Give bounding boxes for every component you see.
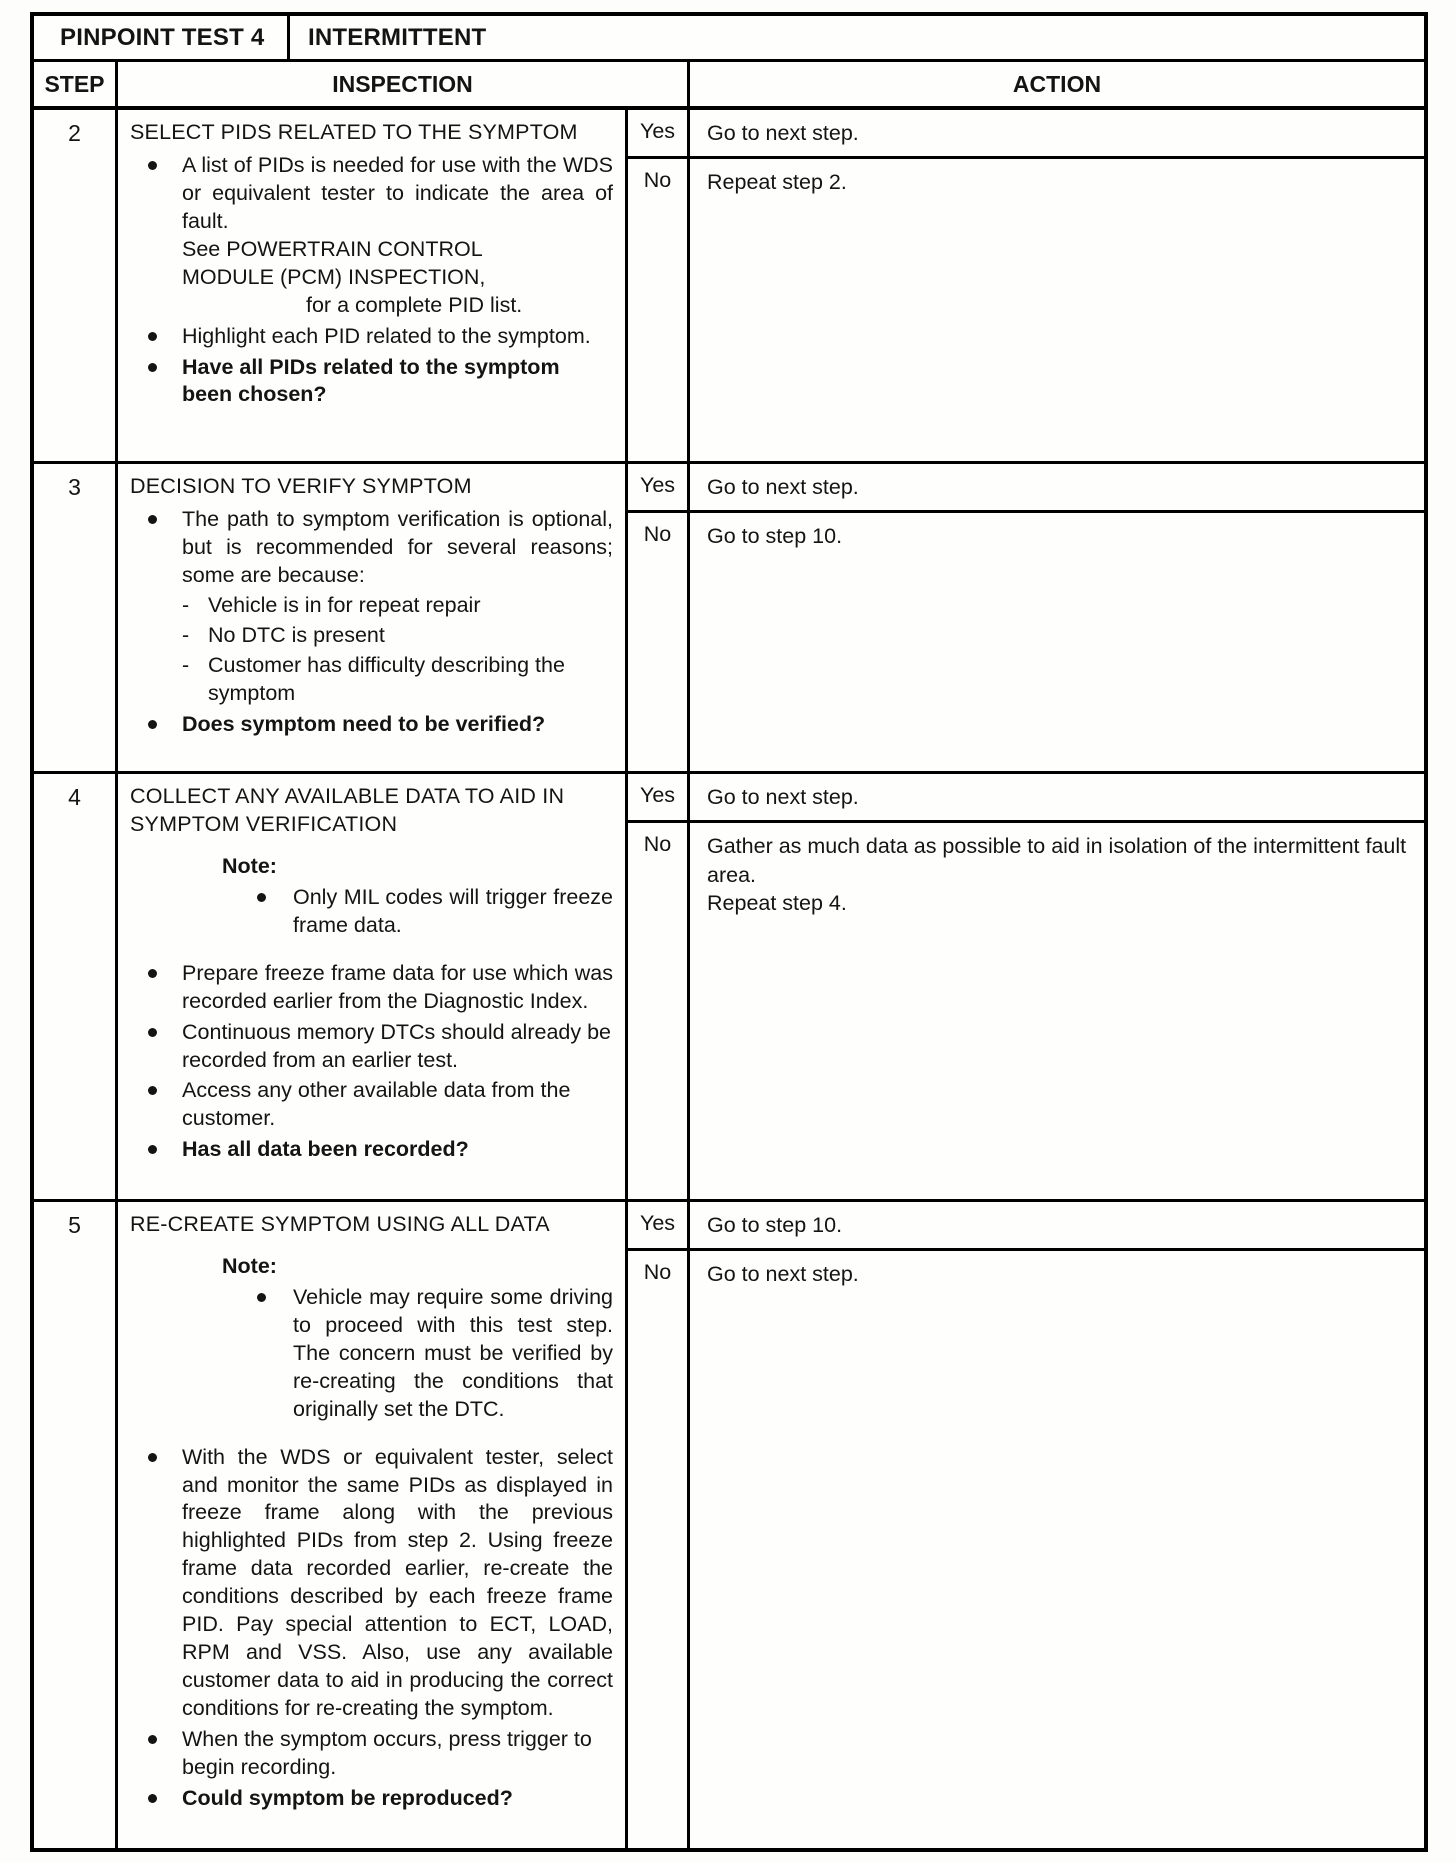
bullet-icon: [257, 1284, 293, 1424]
list-item: [148, 1726, 615, 1782]
bullet-icon: [257, 884, 293, 940]
inspection-title: RE-CREATE SYMPTOM USING ALL DATA: [130, 1212, 550, 1236]
result-cell: [628, 774, 1424, 1199]
question-text: Has all data been recorded?: [182, 1137, 469, 1162]
reference-line-indented: for a complete PID list.: [306, 292, 523, 317]
list-item: [148, 711, 615, 739]
list-item: [148, 1019, 615, 1075]
bullet-text: Prepare freeze frame data for use which was recorded earlier from the Diagnostic Index.: [182, 960, 613, 1013]
dash-icon: [182, 592, 208, 620]
bullet-text: Access any other available data from the customer.: [182, 1078, 571, 1131]
yes-row: [628, 110, 1424, 159]
bullet-text: When the symptom occurs, press trigger to begin recording.: [182, 1726, 592, 1779]
no-action-line: Repeat step 4.: [707, 891, 847, 916]
table-row-step-4: [34, 774, 1424, 1202]
list-item: [148, 1444, 615, 1723]
no-label: No: [628, 159, 690, 461]
bullet-text: With the WDS or equivalent tester, select and monitor the same PIDs as displayed in freeze frame along with the previous highlighted PIDs from step 2. Using freeze frame data recorded earlier, re-create the conditions described by each freeze frame PID. Pay special attention to ECT, LOAD, RPM and VSS. Also, use any available customer data to aid in producing the correct conditions for re-creating the symptom.: [182, 1444, 613, 1720]
list-item: [148, 354, 615, 410]
step-number: 3: [34, 464, 118, 771]
result-cell: [628, 464, 1424, 771]
bullet-icon: [148, 1136, 182, 1164]
question-text: Have all PIDs related to the symptom been chosen?: [182, 354, 560, 407]
bullet-icon: [148, 152, 182, 320]
list-item: [148, 152, 615, 320]
bullet-icon: [148, 323, 182, 351]
dash-icon: [182, 652, 208, 708]
reference-line: See POWERTRAIN CONTROL MODULE (PCM) INSPECTION,: [182, 236, 486, 289]
bullet-text: Highlight each PID related to the symptom.: [182, 323, 591, 348]
inspection-cell: [118, 464, 628, 771]
note-label: Note:: [222, 853, 277, 878]
yes-label: Yes: [628, 1202, 690, 1248]
result-cell: [628, 110, 1424, 461]
list-item: [148, 323, 615, 351]
no-label: No: [628, 1251, 690, 1848]
note-text: Vehicle may require some driving to proceed with this test step. The concern must be verified by re-creating the conditions that originally set the DTC.: [293, 1284, 613, 1421]
sub-list-item: [182, 652, 615, 708]
test-name-label: INTERMITTENT: [308, 23, 487, 51]
bullet-text: The path to symptom verification is optional, but is recommended for several reasons; some are because:: [182, 506, 613, 587]
bullet-text: Continuous memory DTCs should already be recorded from an earlier test.: [182, 1019, 612, 1072]
result-cell: [628, 1202, 1424, 1848]
list-item: [148, 1077, 615, 1133]
list-item: [148, 506, 615, 590]
list-item: [148, 1785, 615, 1813]
yes-action: Go to next step.: [707, 785, 859, 809]
list-item: [148, 1136, 615, 1164]
dash-icon: [182, 622, 208, 650]
yes-row: [628, 464, 1424, 513]
dash-text: No DTC is present: [208, 622, 385, 647]
yes-action: Go to next step.: [707, 475, 859, 499]
no-action: Repeat step 2.: [707, 170, 847, 195]
yes-label: Yes: [628, 110, 690, 156]
step-number: 4: [34, 774, 118, 1199]
bullet-icon: [148, 960, 182, 1016]
inspection-title: SELECT PIDS RELATED TO THE SYMPTOM: [130, 120, 578, 144]
pinpoint-test-label: PINPOINT TEST 4: [34, 16, 290, 59]
step-number: 2: [34, 110, 118, 461]
no-label: No: [628, 513, 690, 771]
no-row: [628, 823, 1424, 1199]
column-header-step: STEP: [34, 62, 118, 106]
table-row-step-3: [34, 464, 1424, 774]
dash-text: Customer has difficulty describing the symptom: [208, 652, 565, 705]
bullet-icon: [148, 711, 182, 739]
sub-list-item: [182, 592, 615, 620]
yes-label: Yes: [628, 464, 690, 510]
bullet-icon: [148, 1444, 182, 1723]
note-label: Note:: [222, 1253, 277, 1278]
bullet-icon: [148, 1077, 182, 1133]
yes-action: Go to next step.: [707, 121, 859, 145]
note-text: Only MIL codes will trigger freeze frame data.: [293, 884, 613, 937]
yes-row: [628, 774, 1424, 823]
inspection-cell: [118, 110, 628, 461]
no-row: [628, 159, 1424, 461]
inspection-cell: [118, 774, 628, 1199]
column-header-action: ACTION: [1012, 70, 1102, 97]
yes-action: Go to step 10.: [707, 1213, 843, 1237]
no-action: Go to step 10.: [707, 524, 843, 549]
note-item: [257, 1284, 615, 1424]
no-action-line: Gather as much data as possible to aid in isolation of the intermittent fault area.: [707, 834, 1407, 887]
bullet-icon: [148, 1785, 182, 1813]
no-action: [690, 823, 1424, 1199]
sub-list-item: [182, 622, 615, 650]
no-row: [628, 513, 1424, 771]
list-item: [148, 960, 615, 1016]
yes-row: [628, 1202, 1424, 1251]
no-row: [628, 1251, 1424, 1848]
note-item: [257, 884, 615, 940]
no-label: No: [628, 823, 690, 1199]
inspection-title: COLLECT ANY AVAILABLE DATA TO AID IN SYMPTOM VERIFICATION: [130, 784, 565, 836]
no-action: Go to next step.: [707, 1262, 859, 1287]
pinpoint-test-table: [30, 12, 1428, 1852]
bullet-icon: [148, 1726, 182, 1782]
question-text: Does symptom need to be verified?: [182, 711, 546, 736]
inspection-title: DECISION TO VERIFY SYMPTOM: [130, 474, 472, 498]
step-number: 5: [34, 1202, 118, 1848]
bullet-icon: [148, 1019, 182, 1075]
column-header-row: [34, 62, 1424, 110]
column-header-inspection: INSPECTION: [118, 62, 690, 106]
bullet-text: [182, 152, 615, 320]
yes-label: Yes: [628, 774, 690, 820]
table-title-row: [34, 16, 1424, 62]
bullet-line: A list of PIDs is needed for use with the WDS or equivalent tester to indicate the area of fault.: [182, 152, 613, 233]
bullet-icon: [148, 506, 182, 590]
inspection-cell: [118, 1202, 628, 1848]
dash-text: Vehicle is in for repeat repair: [208, 592, 481, 617]
question-text: Could symptom be reproduced?: [182, 1785, 513, 1810]
table-row-step-2: [34, 110, 1424, 464]
table-row-step-5: [34, 1202, 1424, 1848]
bullet-icon: [148, 354, 182, 410]
